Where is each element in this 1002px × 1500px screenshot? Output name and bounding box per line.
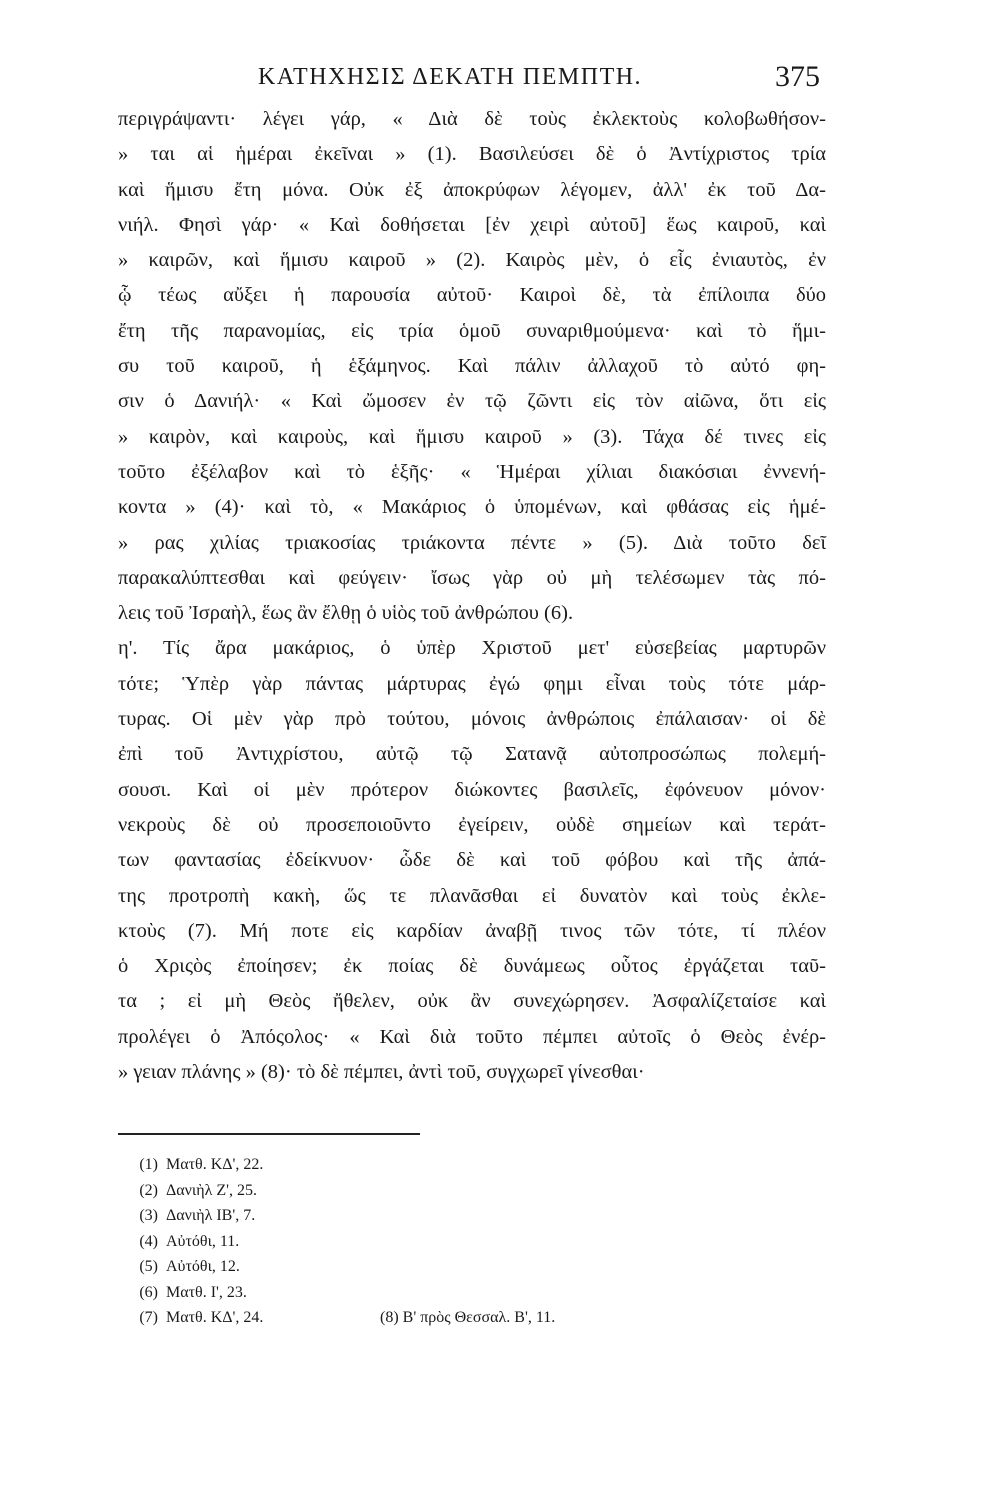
text-line: τα ; εἰ μὴ Θεὸς ἤθελεν, οὐκ ἂν συνεχώρησεν. Ἀσφαλίζεταίσε καὶ [118, 990, 826, 1013]
text-line: τοῦτο ἐξέλαβον καὶ τὸ ἑξῆς· « Ἡμέραι χίλιαι διακόσιαι ἐννενή- [118, 460, 826, 483]
footnote-text: Ματθ. Ι', 23. [166, 1283, 247, 1301]
text-line: ἐπὶ τοῦ Ἀντιχρίστου, αὐτῷ τῷ Σατανᾷ αὐτοπροσώπως πολεμή- [118, 743, 826, 766]
footnote-text: Β' πρὸς Θεσσαλ. Β', 11. [402, 1309, 556, 1326]
text-line: παρακαλύπτεσθαι καὶ φεύγειν· ἴσως γὰρ οὐ μὴ τελέσωμεν τὰς πό- [118, 566, 826, 589]
text-line: ἔτη τῆς παρανομίας, εἰς τρία ὁμοῦ συναριθμούμενα· καὶ τὸ ἥμι- [118, 319, 826, 342]
text-line: περιγράψαντι· λέγει γάρ, « Διὰ δὲ τοὺς ἐκλεκτοὺς κολοβωθήσον- [118, 108, 826, 130]
footnote-number: (5) [139, 1258, 158, 1275]
footnote-rule [118, 1133, 420, 1135]
footnote-number: (1) [139, 1156, 158, 1173]
footnote-number: (3) [139, 1207, 158, 1224]
footnote-text: Αὐτόθι, 11. [166, 1232, 240, 1250]
text-line: κοντα » (4)· καὶ τὸ, « Μακάριος ὁ ὑπομένων, καὶ φθάσας εἰς ἡμέ- [118, 496, 826, 519]
running-title: ΚΑΤΗΧΗΣΙΣ ΔΕΚΑΤΗ ΠΕΜΠΤΗ. [258, 64, 643, 90]
text-line: λεις τοῦ Ἰσραὴλ, ἕως ἂν ἔλθῃ ὁ υἱὸς τοῦ ἀνθρώπου (6). [118, 602, 574, 625]
text-line: νεκροὺς δὲ οὐ προσεποιοῦντο ἐγείρειν, οὐδὲ σημείων καὶ τεράτ- [118, 813, 826, 836]
footnote-number: (4) [139, 1232, 158, 1250]
text-line: σιν ὁ Δανιήλ· « Καὶ ὤμοσεν ἐν τῷ ζῶντι εἰς τὸν αἰῶνα, ὅτι εἰς [118, 390, 826, 413]
footnote [118, 1229, 826, 1255]
text-line: » καιρῶν, καὶ ἥμισυ καιροῦ » (2). Καιρὸς μὲν, ὁ εἷς ἐνιαυτὸς, ἐν [118, 249, 826, 272]
footnote [118, 1178, 826, 1204]
footnote-number: (6) [139, 1283, 158, 1301]
text-line: ὁ Χριςὸς ἐποίησεν; ἐκ ποίας δὲ δυνάμεως οὗτος ἐργάζεται ταῦ- [118, 955, 826, 978]
text-line: της προτροπὴ κακὴ, ὥς τε πλανᾶσθαι εἰ δυνατὸν καὶ τοὺς ἐκλε- [118, 884, 826, 907]
footnote [118, 1203, 826, 1229]
footnotes [118, 1152, 826, 1331]
footnote-number: (7) [139, 1309, 158, 1326]
text-line: » ρας χιλίας τριακοσίας τριάκοντα πέντε » (5). Διὰ τοῦτο δεῖ [118, 531, 826, 554]
footnote-text: Αὐτόθι, 12. [166, 1258, 240, 1275]
footnote-number: (8) [380, 1309, 399, 1326]
body-text [118, 102, 826, 1090]
text-line: των φαντασίας ἐδείκνυον· ὧδε δὲ καὶ τοῦ φόβου καὶ τῆς ἀπά- [118, 849, 826, 872]
footnote [118, 1280, 826, 1306]
text-line: κτοὺς (7). Μή ποτε εἰς καρδίαν ἀναβῇ τινος τῶν τότε, τί πλέον [118, 919, 826, 942]
text-line: συ τοῦ καιροῦ, ἡ ἑξάμηνος. Καὶ πάλιν ἀλλαχοῦ τὸ αὐτό φη- [118, 355, 826, 378]
text-line: » ται αἱ ἡμέραι ἐκεῖναι » (1). Βασιλεύσει δὲ ὁ Ἀντίχριστος τρία [118, 143, 826, 166]
footnote [118, 1254, 826, 1280]
text-line: τυρας. Οἱ μὲν γὰρ πρὸ τούτου, μόνοις ἀνθρώποις ἐπάλαισαν· οἱ δὲ [118, 708, 826, 731]
text-line: η'. Τίς ἄρα μακάριος, ὁ ὑπὲρ Χριστοῦ μετ' εὐσεβείας μαρτυρῶν [118, 637, 826, 660]
footnote-text: Δανιὴλ ΙΒ', 7. [166, 1207, 256, 1224]
text-line: » γειαν πλάνης » (8)· τὸ δὲ πέμπει, ἀντὶ τοῦ, συγχωρεῖ γίνεσθαι· [118, 1061, 645, 1084]
text-line: ᾧ τέως αὔξει ἡ παρουσία αὐτοῦ· Καιροὶ δὲ, τὰ ἐπίλοιπα δύο [118, 284, 826, 307]
footnote-number: (2) [139, 1181, 158, 1199]
page-header [118, 60, 826, 100]
footnote [380, 1305, 555, 1331]
footnote-text: Ματθ. ΚΔ', 24. [166, 1309, 264, 1326]
footnote-text: Δανιὴλ Ζ', 25. [166, 1181, 257, 1199]
text-line: νιήλ. Φησὶ γάρ· « Καὶ δοθήσεται [ἐν χειρὶ αὐτοῦ] ἕως καιροῦ, καὶ [118, 213, 826, 236]
footnote-text: Ματθ. ΚΔ', 22. [166, 1156, 264, 1173]
page-number: 375 [775, 60, 820, 93]
text-line: σουσι. Καὶ οἱ μὲν πρότερον διώκοντες βασιλεῖς, ἐφόνευον μόνον· [118, 778, 826, 801]
footnote [118, 1305, 826, 1331]
text-line: » καιρὸν, καὶ καιροὺς, καὶ ἥμισυ καιροῦ » (3). Τάχα δέ τινες εἰς [118, 425, 826, 448]
footnote [118, 1152, 826, 1178]
text-line: τότε; Ὑπὲρ γὰρ πάντας μάρτυρας ἐγώ φημι εἶναι τοὺς τότε μάρ- [118, 672, 826, 695]
text-line: καὶ ἥμισυ ἔτη μόνα. Οὐκ ἐξ ἀποκρύφων λέγομεν, ἀλλ' ἐκ τοῦ Δα- [118, 178, 826, 201]
text-line: προλέγει ὁ Ἀπόςολος· « Καὶ διὰ τοῦτο πέμπει αὐτοῖς ὁ Θεὸς ἐνέρ- [118, 1025, 826, 1048]
